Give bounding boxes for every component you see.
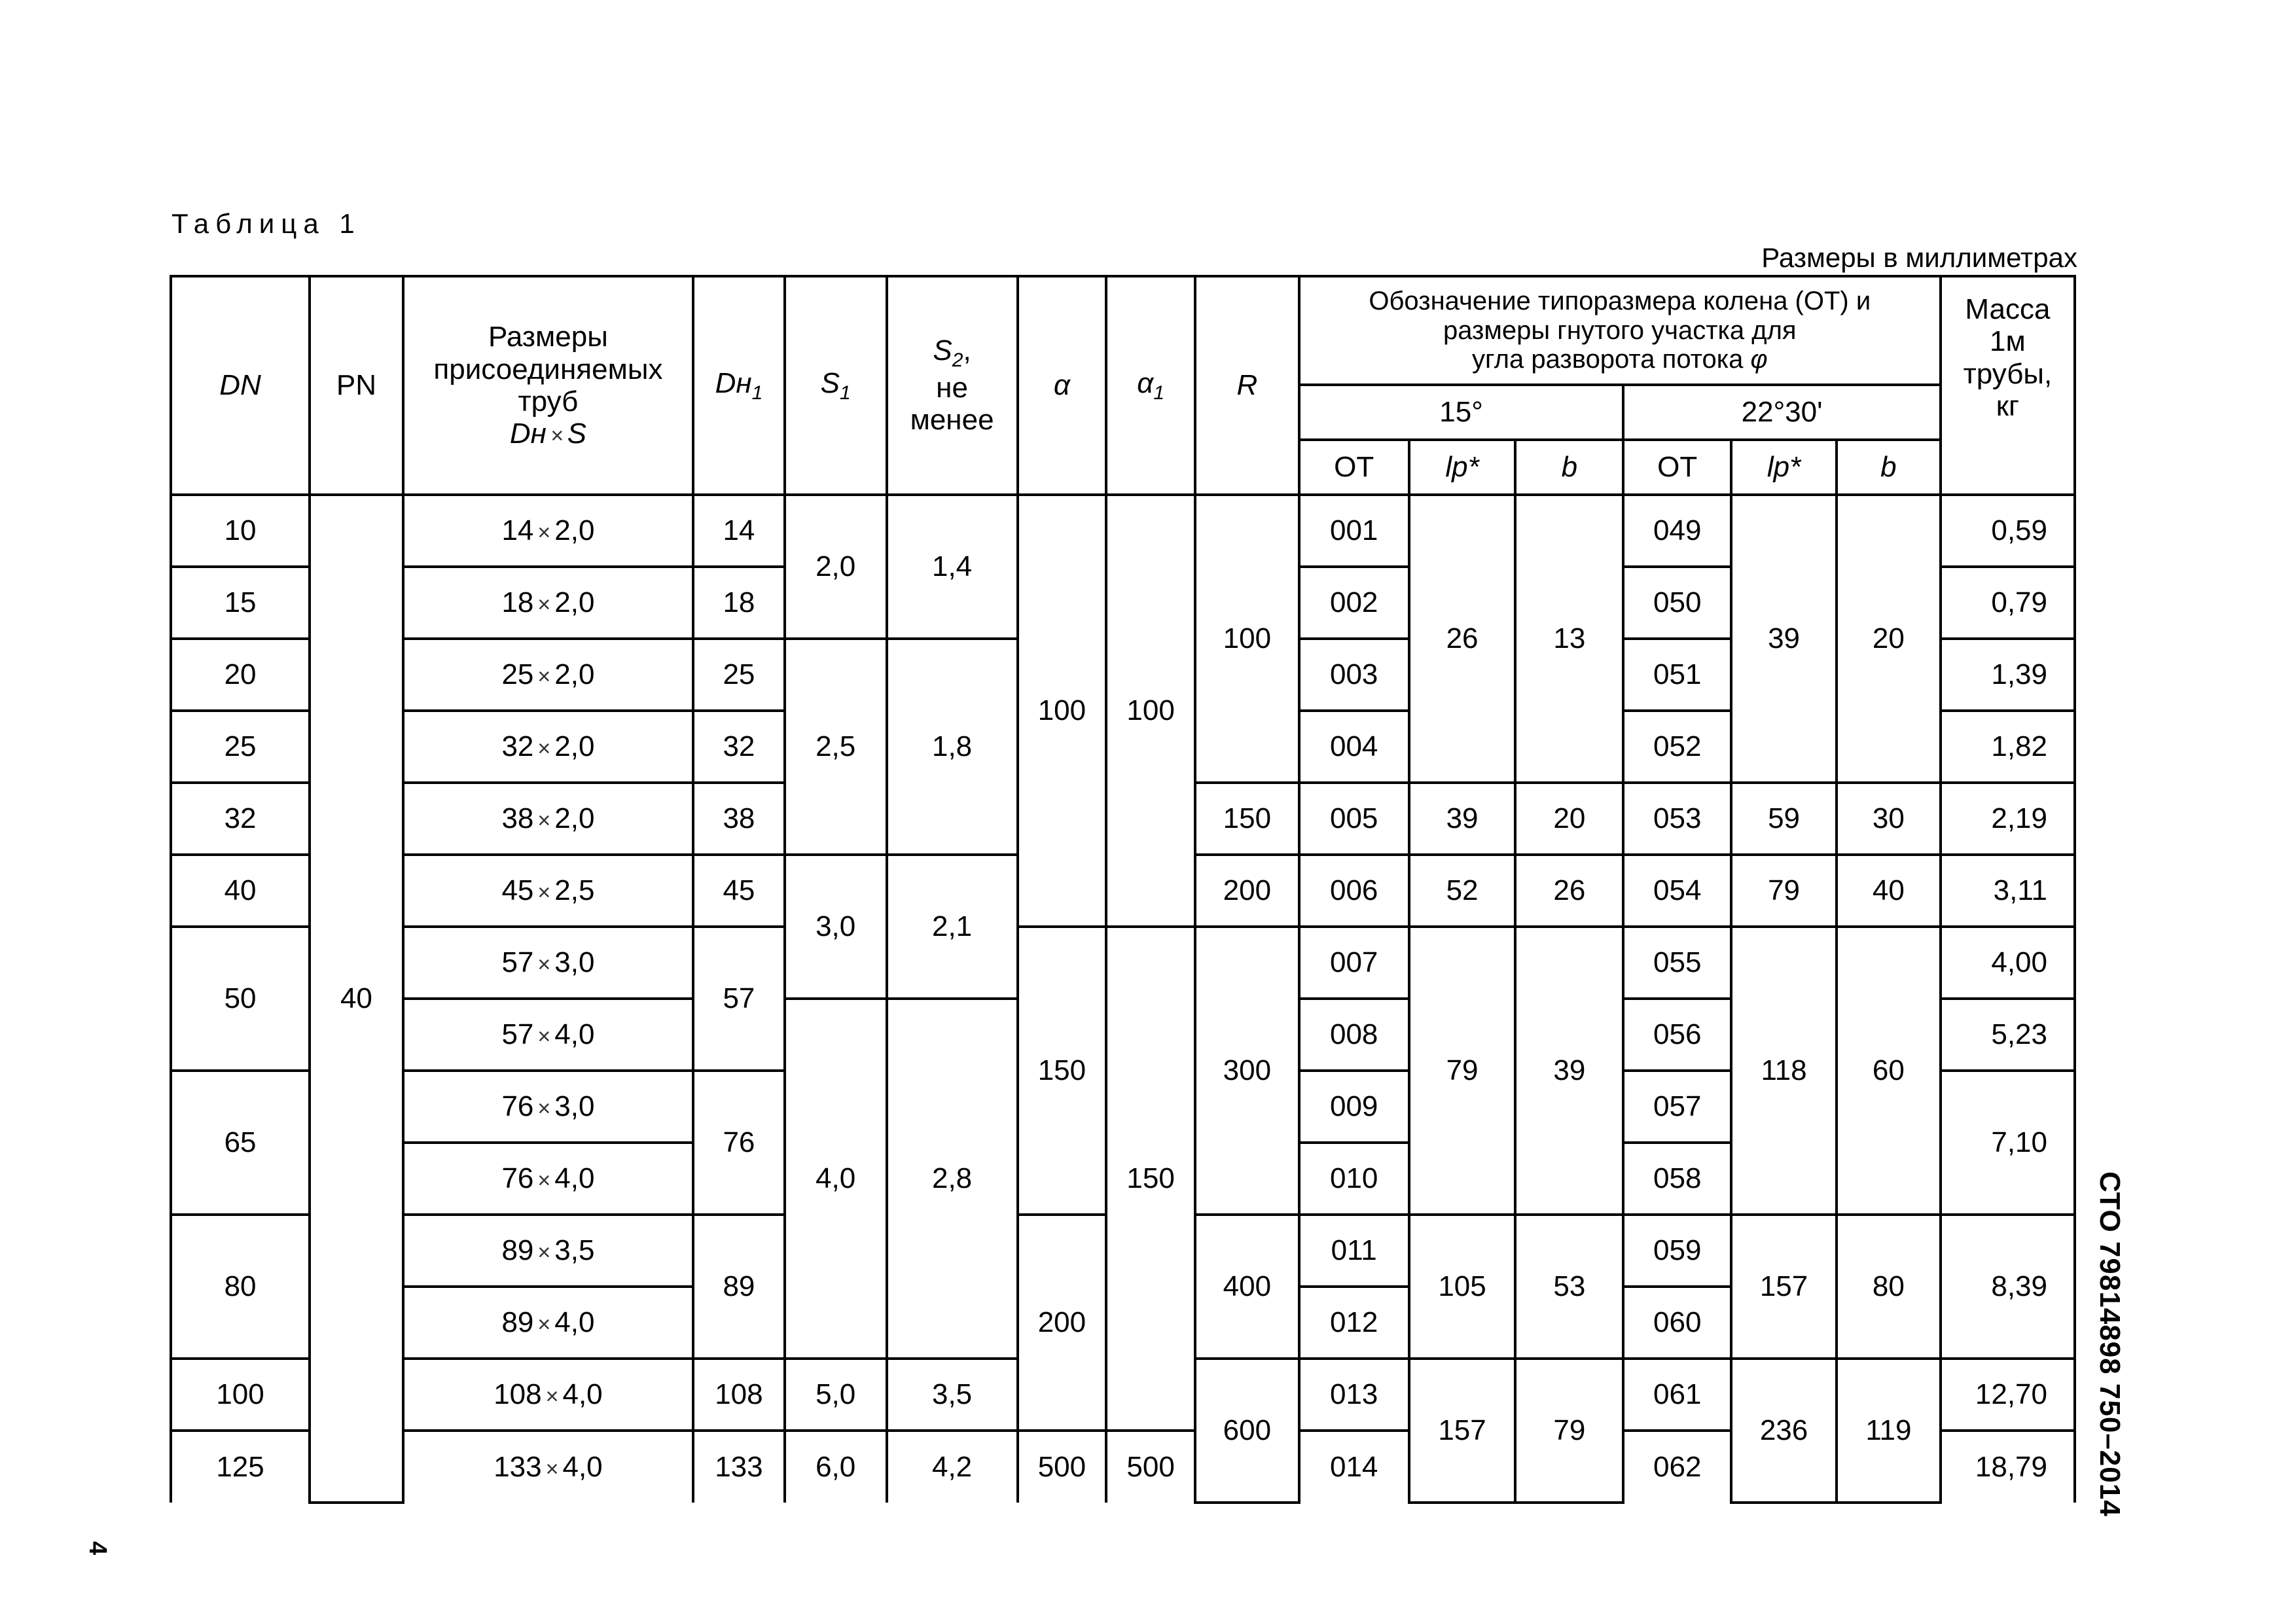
header-dh1-main: Dн bbox=[715, 366, 752, 399]
cell-pipe bbox=[403, 639, 693, 711]
cell-ot15: 013 bbox=[1299, 1359, 1409, 1431]
header-pipe-sizes-formula bbox=[404, 418, 692, 450]
cell-mass: 8,39 bbox=[1941, 1215, 2075, 1359]
header-designation bbox=[1299, 276, 1941, 385]
cell-pipe bbox=[403, 855, 693, 927]
cell-r: 200 bbox=[1195, 855, 1299, 927]
pipe-s: 2,0 bbox=[554, 658, 595, 691]
cell-s2: 1,4 bbox=[887, 495, 1018, 639]
cell-lp15: 105 bbox=[1409, 1215, 1516, 1359]
times-sign: × bbox=[537, 520, 551, 546]
cell-lp15: 79 bbox=[1409, 927, 1516, 1215]
cell-dh1: 57 bbox=[693, 927, 785, 1071]
cell-pn: 40 bbox=[310, 495, 403, 1503]
times-sign: × bbox=[537, 592, 551, 618]
cell-mass: 5,23 bbox=[1941, 999, 2075, 1071]
pipe-d: 14 bbox=[501, 514, 534, 547]
times-sign: × bbox=[537, 880, 551, 906]
header-mass-line4: кг bbox=[1996, 389, 2020, 422]
cell-s1: 6,0 bbox=[785, 1431, 887, 1503]
cell-b22: 20 bbox=[1837, 495, 1941, 783]
pipe-d: 133 bbox=[493, 1451, 542, 1484]
pipe-d: 45 bbox=[501, 874, 534, 907]
cell-lp22: 39 bbox=[1731, 495, 1837, 783]
cell-ot22: 056 bbox=[1623, 999, 1731, 1071]
header-s2-comma: , bbox=[963, 334, 971, 367]
header-pipe-sizes bbox=[403, 276, 693, 495]
cell-ot15: 009 bbox=[1299, 1071, 1409, 1143]
cell-lp22: 157 bbox=[1731, 1215, 1837, 1359]
cell-lp15: 157 bbox=[1409, 1359, 1516, 1503]
pipe-s: 2,0 bbox=[554, 802, 595, 835]
header-designation-line2: размеры гнутого участка для bbox=[1443, 315, 1797, 345]
cell-s1: 4,0 bbox=[785, 999, 887, 1359]
cell-lp15: 52 bbox=[1409, 855, 1516, 927]
cell-dh1: 89 bbox=[693, 1215, 785, 1359]
cell-r: 600 bbox=[1195, 1359, 1299, 1503]
cell-ot15: 002 bbox=[1299, 567, 1409, 639]
header-dh1-sub: 1 bbox=[751, 382, 763, 404]
pipe-s: 4,0 bbox=[554, 1018, 595, 1051]
cell-lp22: 79 bbox=[1731, 855, 1837, 927]
cell-pipe bbox=[403, 1431, 693, 1503]
header-designation-line1: Обозначение типоразмера колена (ОТ) и bbox=[1369, 286, 1871, 315]
page-number: 4 bbox=[84, 1541, 111, 1556]
cell-dh1: 108 bbox=[693, 1359, 785, 1431]
times-sign: × bbox=[537, 1240, 551, 1266]
header-s2-sub: 2 bbox=[952, 349, 963, 372]
times-sign: × bbox=[545, 1457, 559, 1482]
times-sign: × bbox=[537, 1312, 551, 1338]
cell-b15: 53 bbox=[1515, 1215, 1623, 1359]
header-s1 bbox=[785, 276, 887, 495]
cell-ot22: 062 bbox=[1623, 1431, 1731, 1503]
pipe-d: 38 bbox=[501, 802, 534, 835]
table-row bbox=[171, 495, 2075, 567]
cell-pipe bbox=[403, 567, 693, 639]
pipe-d: 76 bbox=[501, 1090, 534, 1123]
header-s2-main: S bbox=[933, 334, 952, 367]
cell-ot15: 007 bbox=[1299, 927, 1409, 999]
pipe-d: 57 bbox=[501, 946, 534, 979]
cell-mass: 2,19 bbox=[1941, 783, 2075, 855]
pipe-s: 3,0 bbox=[554, 946, 595, 979]
header-lp-22: lp* bbox=[1731, 440, 1837, 495]
cell-lp15: 26 bbox=[1409, 495, 1516, 783]
cell-pipe bbox=[403, 1359, 693, 1431]
cell-b15: 79 bbox=[1515, 1359, 1623, 1503]
cell-ot22: 060 bbox=[1623, 1287, 1731, 1359]
header-s2-line1 bbox=[888, 334, 1016, 372]
cell-s2: 3,5 bbox=[887, 1359, 1018, 1431]
cell-dh1: 14 bbox=[693, 495, 785, 567]
cell-ot15: 006 bbox=[1299, 855, 1409, 927]
dimensions-table bbox=[170, 275, 2076, 1504]
cell-dn: 80 bbox=[171, 1215, 310, 1359]
header-r: R bbox=[1195, 276, 1299, 495]
cell-ot22: 052 bbox=[1623, 711, 1731, 783]
cell-alpha: 500 bbox=[1018, 1431, 1107, 1503]
times-sign: × bbox=[537, 1024, 551, 1050]
header-pipe-dh: Dн bbox=[509, 418, 547, 450]
cell-alpha: 100 bbox=[1018, 495, 1107, 927]
cell-dn: 125 bbox=[171, 1431, 310, 1503]
cell-ot15: 012 bbox=[1299, 1287, 1409, 1359]
cell-ot15: 004 bbox=[1299, 711, 1409, 783]
cell-pipe bbox=[403, 783, 693, 855]
header-angle-15: 15° bbox=[1299, 385, 1624, 440]
cell-r: 100 bbox=[1195, 495, 1299, 783]
cell-b22: 119 bbox=[1837, 1359, 1941, 1503]
pipe-s: 4,0 bbox=[562, 1378, 603, 1411]
cell-lp22: 59 bbox=[1731, 783, 1837, 855]
cell-s2: 4,2 bbox=[887, 1431, 1018, 1503]
header-b-22: b bbox=[1837, 440, 1941, 495]
pipe-d: 57 bbox=[501, 1018, 534, 1051]
cell-b15: 39 bbox=[1515, 927, 1623, 1215]
pipe-d: 32 bbox=[501, 730, 534, 763]
cell-pipe bbox=[403, 1143, 693, 1215]
cell-lp22: 118 bbox=[1731, 927, 1837, 1215]
cell-dn: 50 bbox=[171, 927, 310, 1071]
cell-mass: 7,10 bbox=[1941, 1071, 2075, 1215]
cell-s2: 1,8 bbox=[887, 639, 1018, 855]
cell-mass: 18,79 bbox=[1941, 1431, 2075, 1503]
header-s1-main: S bbox=[820, 366, 840, 399]
cell-b22: 30 bbox=[1837, 783, 1941, 855]
cell-dh1: 25 bbox=[693, 639, 785, 711]
cell-dh1: 32 bbox=[693, 711, 785, 783]
header-s2-line3: менее bbox=[910, 404, 994, 437]
pipe-d: 18 bbox=[501, 586, 534, 619]
header-mass-line2: 1м bbox=[1990, 325, 2026, 358]
header-pn: PN bbox=[310, 276, 403, 495]
cell-mass: 3,11 bbox=[1941, 855, 2075, 927]
header-pipe-s: S bbox=[567, 418, 587, 450]
cell-pipe bbox=[403, 495, 693, 567]
cell-ot15: 014 bbox=[1299, 1431, 1409, 1503]
cell-dn: 10 bbox=[171, 495, 310, 567]
header-ot-15: ОТ bbox=[1299, 440, 1409, 495]
cell-ot22: 053 bbox=[1623, 783, 1731, 855]
header-dh1 bbox=[693, 276, 785, 495]
header-alpha1-main: α bbox=[1137, 366, 1154, 399]
cell-dh1: 38 bbox=[693, 783, 785, 855]
cell-lp22: 236 bbox=[1731, 1359, 1837, 1503]
times-sign: × bbox=[545, 1384, 559, 1410]
pipe-d: 76 bbox=[501, 1162, 534, 1195]
cell-s2: 2,1 bbox=[887, 855, 1018, 999]
phi-symbol: φ bbox=[1750, 345, 1768, 374]
cell-mass: 1,39 bbox=[1941, 639, 2075, 711]
cell-b22: 60 bbox=[1837, 927, 1941, 1215]
cell-ot22: 061 bbox=[1623, 1359, 1731, 1431]
cell-alpha: 150 bbox=[1018, 927, 1107, 1215]
header-row bbox=[171, 276, 2075, 385]
pipe-s: 4,0 bbox=[554, 1306, 595, 1339]
cell-dn: 32 bbox=[171, 783, 310, 855]
cell-mass: 12,70 bbox=[1941, 1359, 2075, 1431]
cell-ot22: 057 bbox=[1623, 1071, 1731, 1143]
cell-s2: 2,8 bbox=[887, 999, 1018, 1359]
pipe-s: 2,5 bbox=[554, 874, 595, 907]
header-alpha: α bbox=[1018, 276, 1107, 495]
cell-pipe bbox=[403, 1287, 693, 1359]
header-mass-line3: трубы, bbox=[1963, 357, 2053, 390]
cell-ot15: 010 bbox=[1299, 1143, 1409, 1215]
cell-mass: 0,79 bbox=[1941, 567, 2075, 639]
cell-ot22: 049 bbox=[1623, 495, 1731, 567]
document-code: СТО 79814898 750–2014 bbox=[2094, 1171, 2126, 1517]
cell-dh1: 18 bbox=[693, 567, 785, 639]
cell-dn: 100 bbox=[171, 1359, 310, 1431]
cell-ot15: 005 bbox=[1299, 783, 1409, 855]
cell-alpha1: 150 bbox=[1106, 927, 1195, 1431]
pipe-s: 4,0 bbox=[562, 1451, 603, 1484]
cell-ot22: 055 bbox=[1623, 927, 1731, 999]
header-mass-line1: Масса bbox=[1965, 293, 2051, 325]
cell-s1: 5,0 bbox=[785, 1359, 887, 1431]
cell-pipe bbox=[403, 711, 693, 783]
header-designation-line3-text: угла разворота потока bbox=[1471, 345, 1744, 374]
cell-ot22: 054 bbox=[1623, 855, 1731, 927]
cell-ot15: 003 bbox=[1299, 639, 1409, 711]
cell-ot22: 058 bbox=[1623, 1143, 1731, 1215]
cell-r: 300 bbox=[1195, 927, 1299, 1215]
header-alpha1 bbox=[1106, 276, 1195, 495]
pipe-s: 4,0 bbox=[554, 1162, 595, 1195]
cell-ot22: 050 bbox=[1623, 567, 1731, 639]
cell-r: 400 bbox=[1195, 1215, 1299, 1359]
cell-r: 150 bbox=[1195, 783, 1299, 855]
times-sign: × bbox=[537, 952, 551, 978]
cell-alpha1: 100 bbox=[1106, 495, 1195, 927]
cell-mass: 0,59 bbox=[1941, 495, 2075, 567]
pipe-d: 89 bbox=[501, 1234, 534, 1267]
pipe-s: 2,0 bbox=[554, 514, 595, 547]
cell-dn: 15 bbox=[171, 567, 310, 639]
times-sign: × bbox=[550, 423, 564, 449]
cell-dn: 20 bbox=[171, 639, 310, 711]
cell-b15: 13 bbox=[1515, 495, 1623, 783]
cell-b15: 26 bbox=[1515, 855, 1623, 927]
cell-ot15: 008 bbox=[1299, 999, 1409, 1071]
header-pipe-sizes-line1: Размеры bbox=[488, 321, 608, 353]
header-ot-22: ОТ bbox=[1623, 440, 1731, 495]
pipe-d: 89 bbox=[501, 1306, 534, 1339]
cell-lp15: 39 bbox=[1409, 783, 1516, 855]
cell-dh1: 76 bbox=[693, 1071, 785, 1215]
cell-b15: 20 bbox=[1515, 783, 1623, 855]
cell-ot15: 001 bbox=[1299, 495, 1409, 567]
pipe-s: 3,5 bbox=[554, 1234, 595, 1267]
header-angle-22: 22°30' bbox=[1623, 385, 1941, 440]
table-caption: Таблица 1 bbox=[171, 208, 361, 239]
cell-s1: 3,0 bbox=[785, 855, 887, 999]
cell-s1: 2,0 bbox=[785, 495, 887, 639]
header-s2-line2: не bbox=[936, 372, 968, 404]
cell-dh1: 133 bbox=[693, 1431, 785, 1503]
times-sign: × bbox=[537, 808, 551, 834]
times-sign: × bbox=[537, 664, 551, 690]
cell-b22: 40 bbox=[1837, 855, 1941, 927]
header-alpha1-sub: 1 bbox=[1153, 382, 1164, 404]
cell-pipe bbox=[403, 1071, 693, 1143]
header-pipe-sizes-line3: труб bbox=[518, 385, 579, 418]
pipe-d: 108 bbox=[493, 1378, 542, 1411]
pipe-d: 25 bbox=[501, 658, 534, 691]
cell-dn: 40 bbox=[171, 855, 310, 927]
cell-ot22: 059 bbox=[1623, 1215, 1731, 1287]
cell-dn: 65 bbox=[171, 1071, 310, 1215]
cell-dh1: 45 bbox=[693, 855, 785, 927]
header-lp-15: lp* bbox=[1409, 440, 1516, 495]
pipe-s: 2,0 bbox=[554, 586, 595, 619]
header-designation-line3 bbox=[1300, 345, 1939, 374]
times-sign: × bbox=[537, 1096, 551, 1122]
cell-pipe bbox=[403, 1215, 693, 1287]
cell-pipe bbox=[403, 999, 693, 1071]
times-sign: × bbox=[537, 1168, 551, 1194]
cell-dn: 25 bbox=[171, 711, 310, 783]
cell-alpha1: 500 bbox=[1106, 1431, 1195, 1503]
header-dn: DN bbox=[171, 276, 310, 495]
cell-mass: 4,00 bbox=[1941, 927, 2075, 999]
header-s1-sub: 1 bbox=[840, 382, 851, 404]
cell-pipe bbox=[403, 927, 693, 999]
pipe-s: 2,0 bbox=[554, 730, 595, 763]
header-pipe-sizes-line2: присоединяемых bbox=[433, 353, 663, 385]
cell-ot22: 051 bbox=[1623, 639, 1731, 711]
times-sign: × bbox=[537, 736, 551, 762]
header-mass bbox=[1941, 276, 2075, 495]
table-row bbox=[171, 927, 2075, 999]
cell-mass: 1,82 bbox=[1941, 711, 2075, 783]
cell-s1: 2,5 bbox=[785, 639, 887, 855]
pipe-s: 3,0 bbox=[554, 1090, 595, 1123]
units-note: Размеры в миллиметрах bbox=[1761, 242, 2077, 273]
header-b-15: b bbox=[1515, 440, 1623, 495]
cell-alpha: 200 bbox=[1018, 1215, 1107, 1431]
cell-ot15: 011 bbox=[1299, 1215, 1409, 1287]
cell-b22: 80 bbox=[1837, 1215, 1941, 1359]
header-s2 bbox=[887, 276, 1018, 495]
